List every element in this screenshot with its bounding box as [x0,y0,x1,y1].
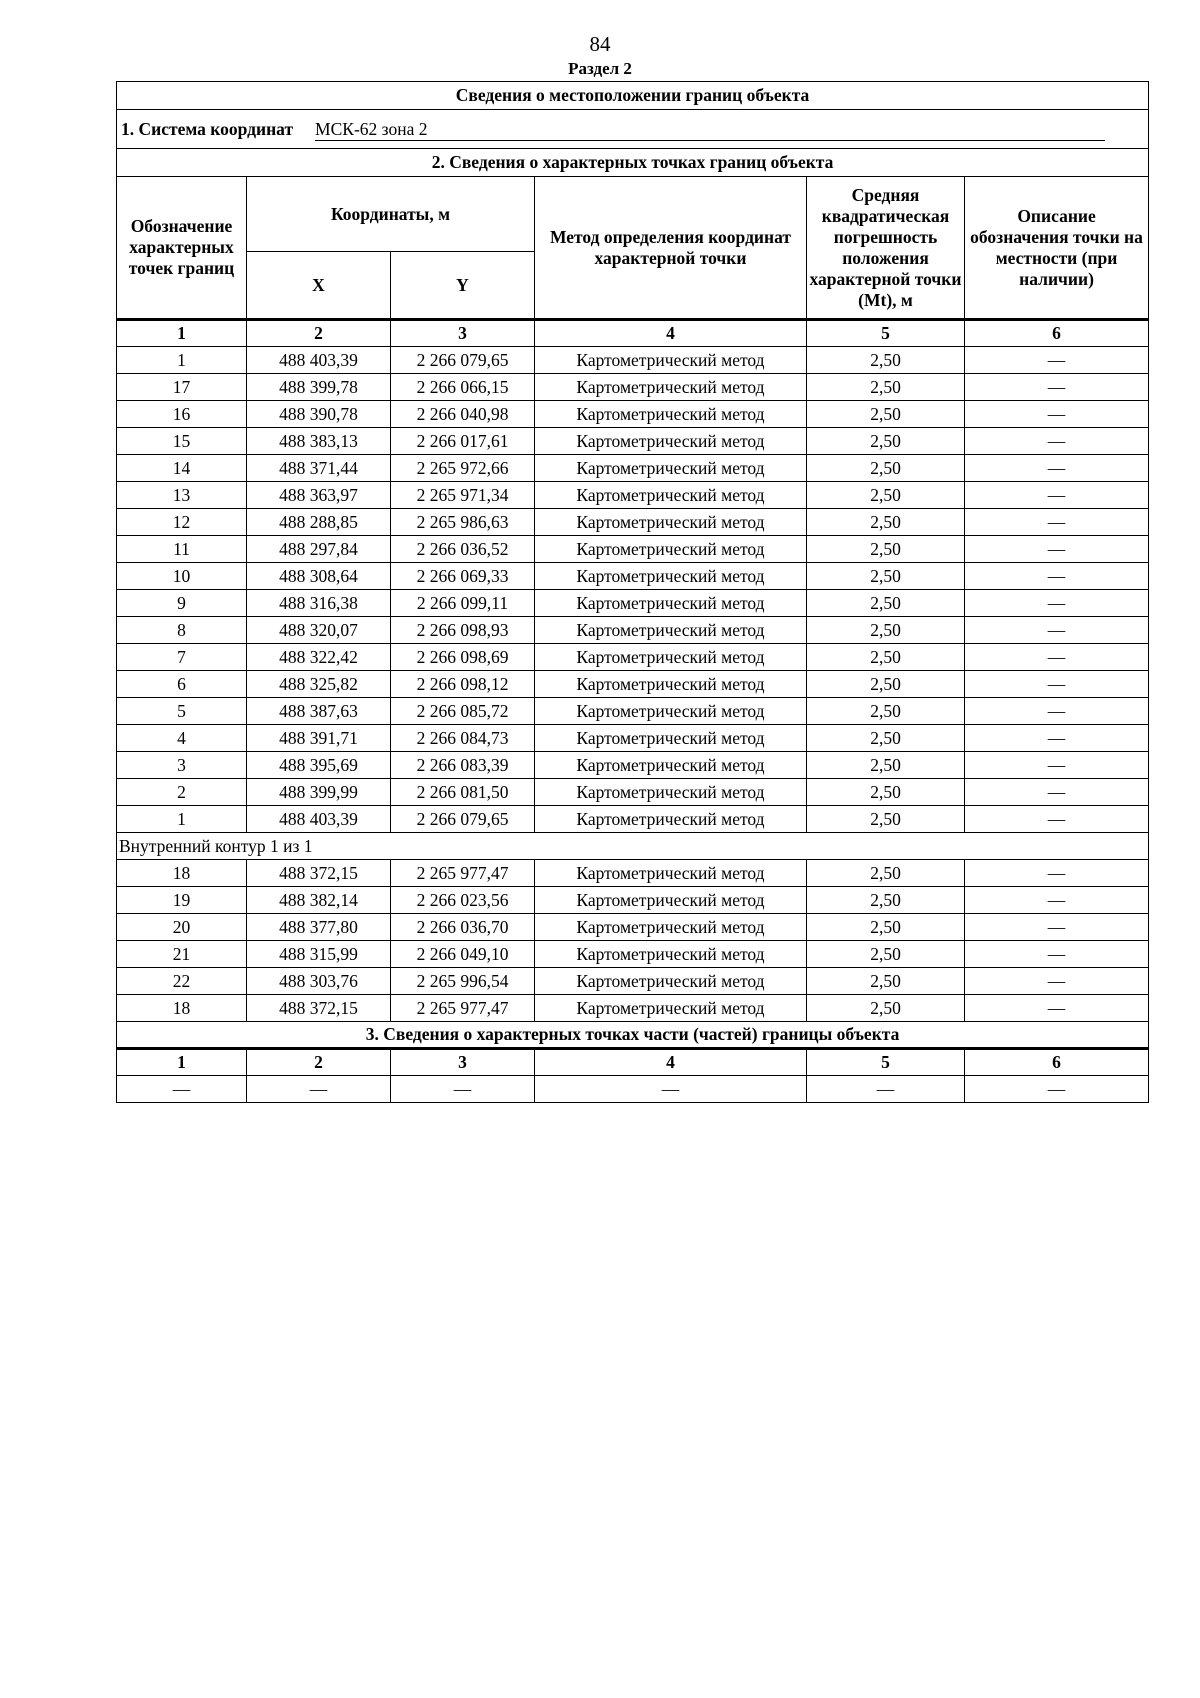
column-number: 6 [965,320,1149,347]
table-cell: 2 266 083,39 [391,752,535,779]
table-cell: 2,50 [807,806,965,833]
table-cell: 488 383,13 [247,428,391,455]
table-cell: 488 316,38 [247,590,391,617]
table-cell: Картометрический метод [535,887,807,914]
table-cell: Картометрический метод [535,806,807,833]
table-cell: Картометрический метод [535,428,807,455]
table-cell: 2 265 986,63 [391,509,535,536]
table-cell: 488 403,39 [247,347,391,374]
table-cell: 2,50 [807,968,965,995]
table-cell: — [391,1076,535,1103]
point-row [117,590,1149,617]
table-cell: 2 265 996,54 [391,968,535,995]
table-cell: — [535,1076,807,1103]
table-cell: Картометрический метод [535,725,807,752]
table-cell: 2,50 [807,455,965,482]
table-cell: — [965,1076,1149,1103]
point-row [117,860,1149,887]
table-cell: — [965,941,1149,968]
table-cell: 12 [117,509,247,536]
table-cell: — [117,1076,247,1103]
header-point-designation: Обозначение характерных точек границ [117,177,247,320]
table-cell: 488 372,15 [247,995,391,1022]
table-cell: 5 [117,698,247,725]
column-number: 1 [117,320,247,347]
subsection2-title: 2. Сведения о характерных точках границ объекта [117,149,1149,177]
inner-contour-row [117,833,1149,860]
table-cell: — [965,887,1149,914]
table-cell: 488 395,69 [247,752,391,779]
table-cell: 1 [117,347,247,374]
table-cell: 2 266 079,65 [391,806,535,833]
table-cell: 488 390,78 [247,401,391,428]
table-cell: — [965,482,1149,509]
table-cell: 16 [117,401,247,428]
table-cell: 2 265 977,47 [391,860,535,887]
table-cell: 488 288,85 [247,509,391,536]
table-cell: 14 [117,455,247,482]
point-row [117,401,1149,428]
table-cell: Картометрический метод [535,968,807,995]
table-cell: 488 363,97 [247,482,391,509]
table-cell: Картометрический метод [535,860,807,887]
table-cell: 2 265 972,66 [391,455,535,482]
table-cell: 2 266 085,72 [391,698,535,725]
table-cell: — [965,455,1149,482]
point-row [117,968,1149,995]
point-row [117,617,1149,644]
table-cell: — [247,1076,391,1103]
table-cell: — [965,806,1149,833]
part-row [117,1076,1149,1103]
page-number: 84 [589,32,611,56]
table-cell: 8 [117,617,247,644]
table-cell: 2 266 098,12 [391,671,535,698]
subsection3-title: 3. Сведения о характерных точках части (частей) границы объекта [117,1022,1149,1049]
table-cell: 18 [117,860,247,887]
point-row [117,536,1149,563]
table-cell: 7 [117,644,247,671]
table-cell: 488 325,82 [247,671,391,698]
header-x: X [247,252,391,320]
column-number: 3 [391,320,535,347]
header-coordinates: Координаты, м [247,177,535,252]
table-cell: 2,50 [807,536,965,563]
table-cell: 2,50 [807,563,965,590]
table-cell: 488 387,63 [247,698,391,725]
table-cell: — [807,1076,965,1103]
header-description: Описание обозначения точки на местности (при наличии) [965,177,1149,320]
table-cell: 2,50 [807,914,965,941]
table-cell: 488 399,99 [247,779,391,806]
table-cell: 2,50 [807,644,965,671]
table-cell: 1 [117,806,247,833]
table-cell: 2 266 049,10 [391,941,535,968]
point-row [117,995,1149,1022]
table-cell: Картометрический метод [535,482,807,509]
table-cell: Картометрический метод [535,347,807,374]
point-row [117,455,1149,482]
table-cell: — [965,752,1149,779]
table-cell: 488 320,07 [247,617,391,644]
point-row [117,563,1149,590]
table-cell: 2,50 [807,725,965,752]
table-cell: 2 266 036,70 [391,914,535,941]
table-cell: 488 382,14 [247,887,391,914]
table-cell: Картометрический метод [535,698,807,725]
table-cell: 15 [117,428,247,455]
table-cell: 2 266 098,93 [391,617,535,644]
table-cell: — [965,698,1149,725]
table-cell: 2,50 [807,617,965,644]
table-cell: — [965,617,1149,644]
column-number: 2 [247,320,391,347]
point-row [117,725,1149,752]
table-cell: 488 371,44 [247,455,391,482]
table-cell: — [965,968,1149,995]
table-cell: 488 303,76 [247,968,391,995]
table-cell: 2,50 [807,590,965,617]
table-cell: 2 266 023,56 [391,887,535,914]
table-cell: 13 [117,482,247,509]
table-cell: 10 [117,563,247,590]
table-cell: Картометрический метод [535,644,807,671]
table-cell: 2 266 040,98 [391,401,535,428]
point-row [117,698,1149,725]
table-cell: 2 266 079,65 [391,347,535,374]
table-cell: 488 297,84 [247,536,391,563]
table-cell: 18 [117,995,247,1022]
table-cell: — [965,428,1149,455]
header-method: Метод определения координат характерной точки [535,177,807,320]
table-cell: Картометрический метод [535,590,807,617]
table-cell: 488 322,42 [247,644,391,671]
table-cell: Картометрический метод [535,563,807,590]
table-cell: 2,50 [807,671,965,698]
column-number: 5 [807,1049,965,1076]
table-cell: — [965,401,1149,428]
table-cell: Картометрический метод [535,401,807,428]
table-title: Сведения о местоположении границ объекта [117,82,1149,110]
table-cell: Картометрический метод [535,941,807,968]
table-cell: 2,50 [807,941,965,968]
coordinate-system-label: 1. Система координат [121,118,294,139]
column-number-row [117,320,1149,347]
table-cell: — [965,779,1149,806]
table-cell: 2 [117,779,247,806]
column-number: 5 [807,320,965,347]
column-number-row [117,1049,1149,1076]
table-cell: 4 [117,725,247,752]
table-cell: 488 372,15 [247,860,391,887]
table-cell: 2,50 [807,779,965,806]
table-cell: Картометрический метод [535,509,807,536]
column-number: 2 [247,1049,391,1076]
table-cell: 2 266 036,52 [391,536,535,563]
table-cell: — [965,590,1149,617]
table-cell: 2,50 [807,482,965,509]
table-cell: — [965,509,1149,536]
point-row [117,752,1149,779]
point-row [117,941,1149,968]
table-cell: Картометрический метод [535,536,807,563]
table-cell: 2,50 [807,887,965,914]
table-cell: 20 [117,914,247,941]
table-cell: Картометрический метод [535,455,807,482]
table-cell: 17 [117,374,247,401]
table-cell: 488 391,71 [247,725,391,752]
table-cell: — [965,563,1149,590]
point-row [117,887,1149,914]
column-number: 1 [117,1049,247,1076]
table-cell: Картометрический метод [535,779,807,806]
table-cell: — [965,860,1149,887]
column-number: 4 [535,1049,807,1076]
point-row [117,806,1149,833]
table-cell: 2 266 099,11 [391,590,535,617]
column-number: 3 [391,1049,535,1076]
table-cell: 488 403,39 [247,806,391,833]
table-cell: 2,50 [807,860,965,887]
table-cell: Картометрический метод [535,995,807,1022]
column-number: 4 [535,320,807,347]
table-cell: 2,50 [807,995,965,1022]
table-cell: 2 265 977,47 [391,995,535,1022]
header-y: Y [391,252,535,320]
table-cell: 488 308,64 [247,563,391,590]
point-row [117,428,1149,455]
table-cell: — [965,914,1149,941]
table-cell: Картометрический метод [535,617,807,644]
column-number: 6 [965,1049,1149,1076]
table-cell: — [965,644,1149,671]
table-cell: — [965,995,1149,1022]
point-row [117,509,1149,536]
table-cell: 9 [117,590,247,617]
boundary-table [116,81,1149,1103]
table-cell: — [965,347,1149,374]
table-cell: Картометрический метод [535,914,807,941]
table-cell: 488 399,78 [247,374,391,401]
table-cell: 2 266 084,73 [391,725,535,752]
table-cell: 21 [117,941,247,968]
table-cell: 488 377,80 [247,914,391,941]
table-cell: 2 266 081,50 [391,779,535,806]
table-cell: 2 266 098,69 [391,644,535,671]
table-cell: 22 [117,968,247,995]
subsection3-row [117,1022,1149,1049]
section-title: Раздел 2 [568,59,632,78]
table-cell: Картометрический метод [535,752,807,779]
table-cell: — [965,374,1149,401]
table-cell: 2,50 [807,509,965,536]
table-cell: 2 266 066,15 [391,374,535,401]
point-row [117,671,1149,698]
table-cell: 11 [117,536,247,563]
coordinate-system-value: МСК-62 зона 2 [315,118,1105,141]
table-cell: 2,50 [807,401,965,428]
point-row [117,644,1149,671]
table-cell: 2,50 [807,428,965,455]
point-row [117,779,1149,806]
table-cell: 2 266 069,33 [391,563,535,590]
table-cell: — [965,725,1149,752]
point-row [117,347,1149,374]
table-cell: 3 [117,752,247,779]
table-cell: 488 315,99 [247,941,391,968]
table-cell: 19 [117,887,247,914]
table-cell: 2 266 017,61 [391,428,535,455]
coordinate-system-row [117,110,1149,149]
table-cell: — [965,536,1149,563]
header-error: Средняя квадратическая погрешность положения характерной точки (Mt), м [807,177,965,320]
point-row [117,482,1149,509]
table-cell: Картометрический метод [535,671,807,698]
inner-contour-label: Внутренний контур 1 из 1 [117,833,1149,860]
table-cell: 6 [117,671,247,698]
table-cell: — [965,671,1149,698]
point-row [117,914,1149,941]
table-cell: 2,50 [807,347,965,374]
table-cell: 2,50 [807,374,965,401]
point-row [117,374,1149,401]
table-cell: 2,50 [807,698,965,725]
table-cell: 2,50 [807,752,965,779]
table-cell: 2 265 971,34 [391,482,535,509]
table-cell: Картометрический метод [535,374,807,401]
